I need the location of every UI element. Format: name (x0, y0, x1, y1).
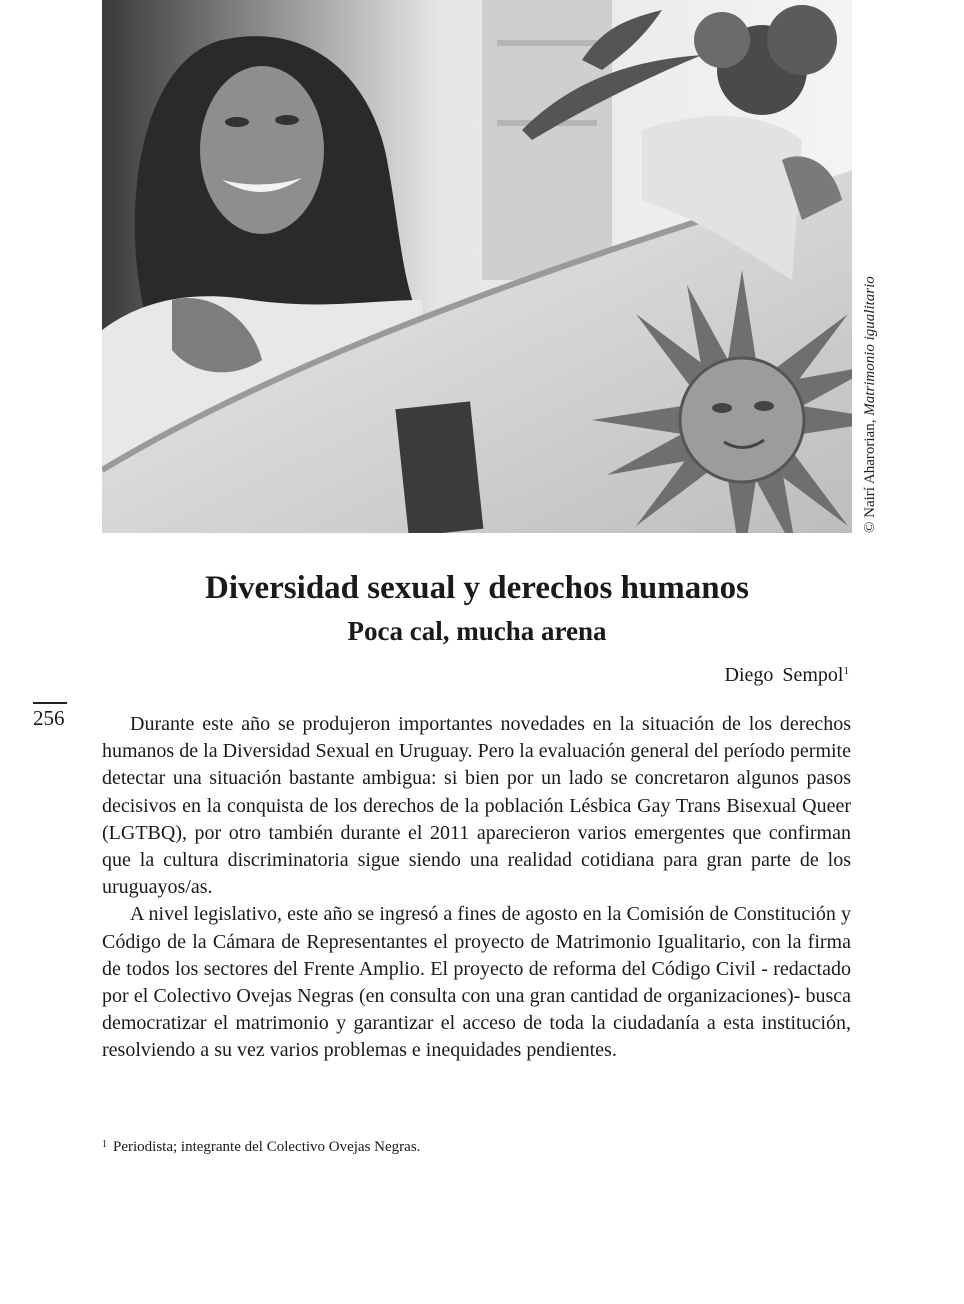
page-number-rule (33, 702, 67, 704)
footnote-number: 1 (102, 1139, 107, 1150)
article-subtitle: Poca cal, mucha arena (347, 616, 607, 646)
article-author (725, 664, 850, 687)
author-footnote-ref: 1 (843, 665, 849, 677)
portrait-with-flag-photo (102, 0, 852, 533)
article-title: Diversidad sexual y derechos humanos (205, 570, 749, 606)
footnote-text: Periodista; integrante del Colectivo Ovejas Negras. (113, 1139, 421, 1155)
page-number: 256 (33, 706, 65, 730)
photo-credit-author: © Nairí Aharorian, (862, 419, 878, 533)
article-photo (102, 0, 852, 533)
footnote (102, 1139, 851, 1156)
paragraph: A nivel legislativo, este año se ingresó a fines de agosto en la Comisión de Constitución y Código de la Cámara de Representantes el proyecto de Matrimonio Igualitario, con la firma de todos los sectores del Frente Amplio. El proyecto de reforma del Código Civil - redactado por el Colectivo Ovejas Negras (en consulta con una gran cantidad de organizaciones)- busca democratizar el matrimonio y garantizar el acceso de toda la ciudadanía a esta institución, resolviendo a su vez varios problemas e inequidades pendientes. (102, 903, 851, 1062)
photo-credit (862, 243, 879, 533)
article-body (102, 711, 851, 1065)
photo-credit-caption: Matrimonio igualitario (862, 276, 878, 416)
paragraph: Durante este año se produjeron importantes novedades en la situación de los derechos humanos de la Diversidad Sexual en Uruguay. Pero la evaluación general del período permite detectar una situación bastante ambigua: si bien por un lado se concretaron algunos pasos decisivos en la conquista de los derechos de la población Lésbica Gay Trans Bisexual Queer (LGTBQ), por otro también durante el 2011 aparecieron varios emergentes que confirman que la cultura discriminatoria sigue siendo una realidad cotidiana para gran parte de los uruguayos/as. (102, 713, 851, 899)
author-name: Diego Sempol (724, 664, 844, 686)
